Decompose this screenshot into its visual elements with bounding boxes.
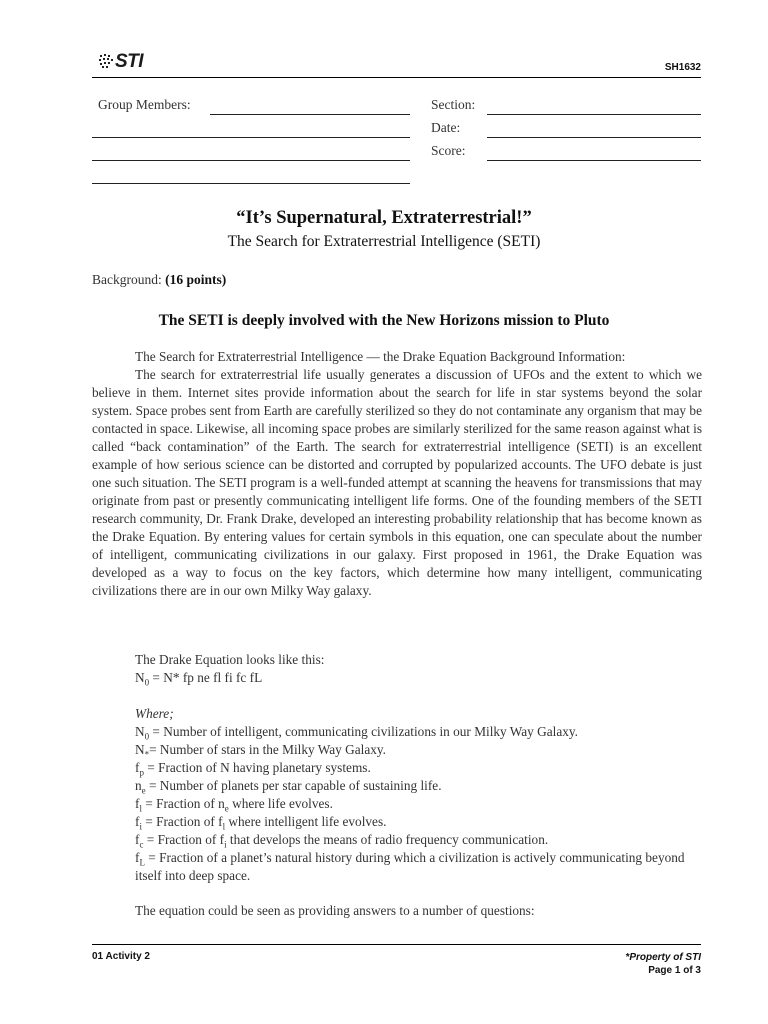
definition-item: $f_l$ = Fraction of $n_e$ where life evolves.	[135, 796, 333, 814]
closing-line: The equation could be seen as providing answers to a number of questions:	[135, 903, 535, 918]
equation-intro: The Drake Equation looks like this:	[135, 652, 325, 667]
group-member-line-3[interactable]	[92, 160, 410, 161]
definition-item: $f_c$ = Fraction of $f_i$ that develops the means of radio frequency communication.	[135, 832, 549, 850]
footer-page-number: Page 1 of 3	[648, 965, 701, 976]
definitions-block	[135, 705, 702, 885]
footer-rule	[92, 944, 701, 945]
footer-right	[625, 951, 701, 977]
score-label: Score:	[431, 143, 466, 158]
document-code: SH1632	[664, 62, 701, 73]
sti-logo	[98, 51, 143, 73]
background-points: (16 points)	[165, 272, 227, 287]
definition-item: $f_i$ = Fraction of $f_l$ where intelligent life evolves.	[135, 814, 387, 832]
definition-item: $N_*=$ Number of stars in the Milky Way Galaxy.	[135, 742, 386, 760]
section-line[interactable]	[487, 114, 701, 115]
group-member-line-4[interactable]	[92, 183, 410, 184]
intro-line: The Search for Extraterrestrial Intelligence — the Drake Equation Background Information:	[135, 349, 626, 364]
group-members-label: Group Members:	[98, 97, 191, 112]
section-heading: The SETI is deeply involved with the New Horizons mission to Pluto	[158, 312, 610, 329]
globe-icon	[98, 53, 114, 71]
background-text: Background:	[92, 272, 162, 287]
body-text	[92, 348, 702, 600]
footer-property: *Property of STI	[625, 952, 701, 963]
section-label: Section:	[431, 97, 476, 112]
logo-text: STI	[115, 51, 144, 72]
group-member-line-1[interactable]	[210, 114, 410, 115]
definition-item: $N_0$ = Number of intelligent, communicating civilizations in our Milky Way Galaxy.	[135, 724, 578, 742]
header-rule	[92, 77, 701, 78]
equation-formula: $N_0 = N*$ fp ne fl fi fc fL	[135, 670, 263, 688]
score-line[interactable]	[487, 160, 701, 161]
document-title: “It’s Supernatural, Extraterrestrial!”	[236, 208, 532, 228]
background-label	[92, 272, 226, 288]
definition-item: $n_e$ = Number of planets per star capable of sustaining life.	[135, 778, 442, 796]
equation-block	[135, 651, 324, 687]
date-line[interactable]	[487, 137, 701, 138]
where-label: Where;	[135, 706, 174, 721]
body-paragraph: The search for extraterrestrial life usually generates a discussion of UFOs and the extent to which we believe in them. Internet sites provide information about the search for life in star systems beyond the solar system. Space probes sent from Earth are carefully sterilized so they do not contaminate any organism that may be contacted in space. Likewise, all incoming space probes are similarly sterilized for the same reason against what is called “back contamination” of the Earth. The search for extraterrestrial intelligence (SETI) is an excellent example of how serious science can be distorted and corrupted by popularized accounts. The UFO debate is just one such situation. The SETI program is a well-funded attempt at scanning the heavens for transmissions that may originate from past or presently communicating intelligent life forms. One of the founding members of the SETI research community, Dr. Frank Drake, developed an interesting probability relationship that has become known as the Drake Equation. By entering values for certain symbols in this equation, one can speculate about the number of intelligent, communicating civilizations in our galaxy. First proposed in 1961, the Drake Equation was developed as a way to focus on the key factors, which determine how many intelligent, communicating civilizations there are in our own Milky Way galaxy.	[92, 367, 702, 598]
group-member-line-2[interactable]	[92, 137, 410, 138]
definition-item: $f_L$ = Fraction of a planet’s natural history during which a civilization is actively communicating beyond itself into deep space.	[135, 850, 685, 883]
date-label: Date:	[431, 120, 461, 135]
definition-item: $f_p$ = Fraction of N having planetary systems.	[135, 760, 371, 778]
footer-activity: 01 Activity 2	[92, 951, 150, 962]
document-subtitle: The Search for Extraterrestrial Intelligence (SETI)	[227, 233, 541, 250]
